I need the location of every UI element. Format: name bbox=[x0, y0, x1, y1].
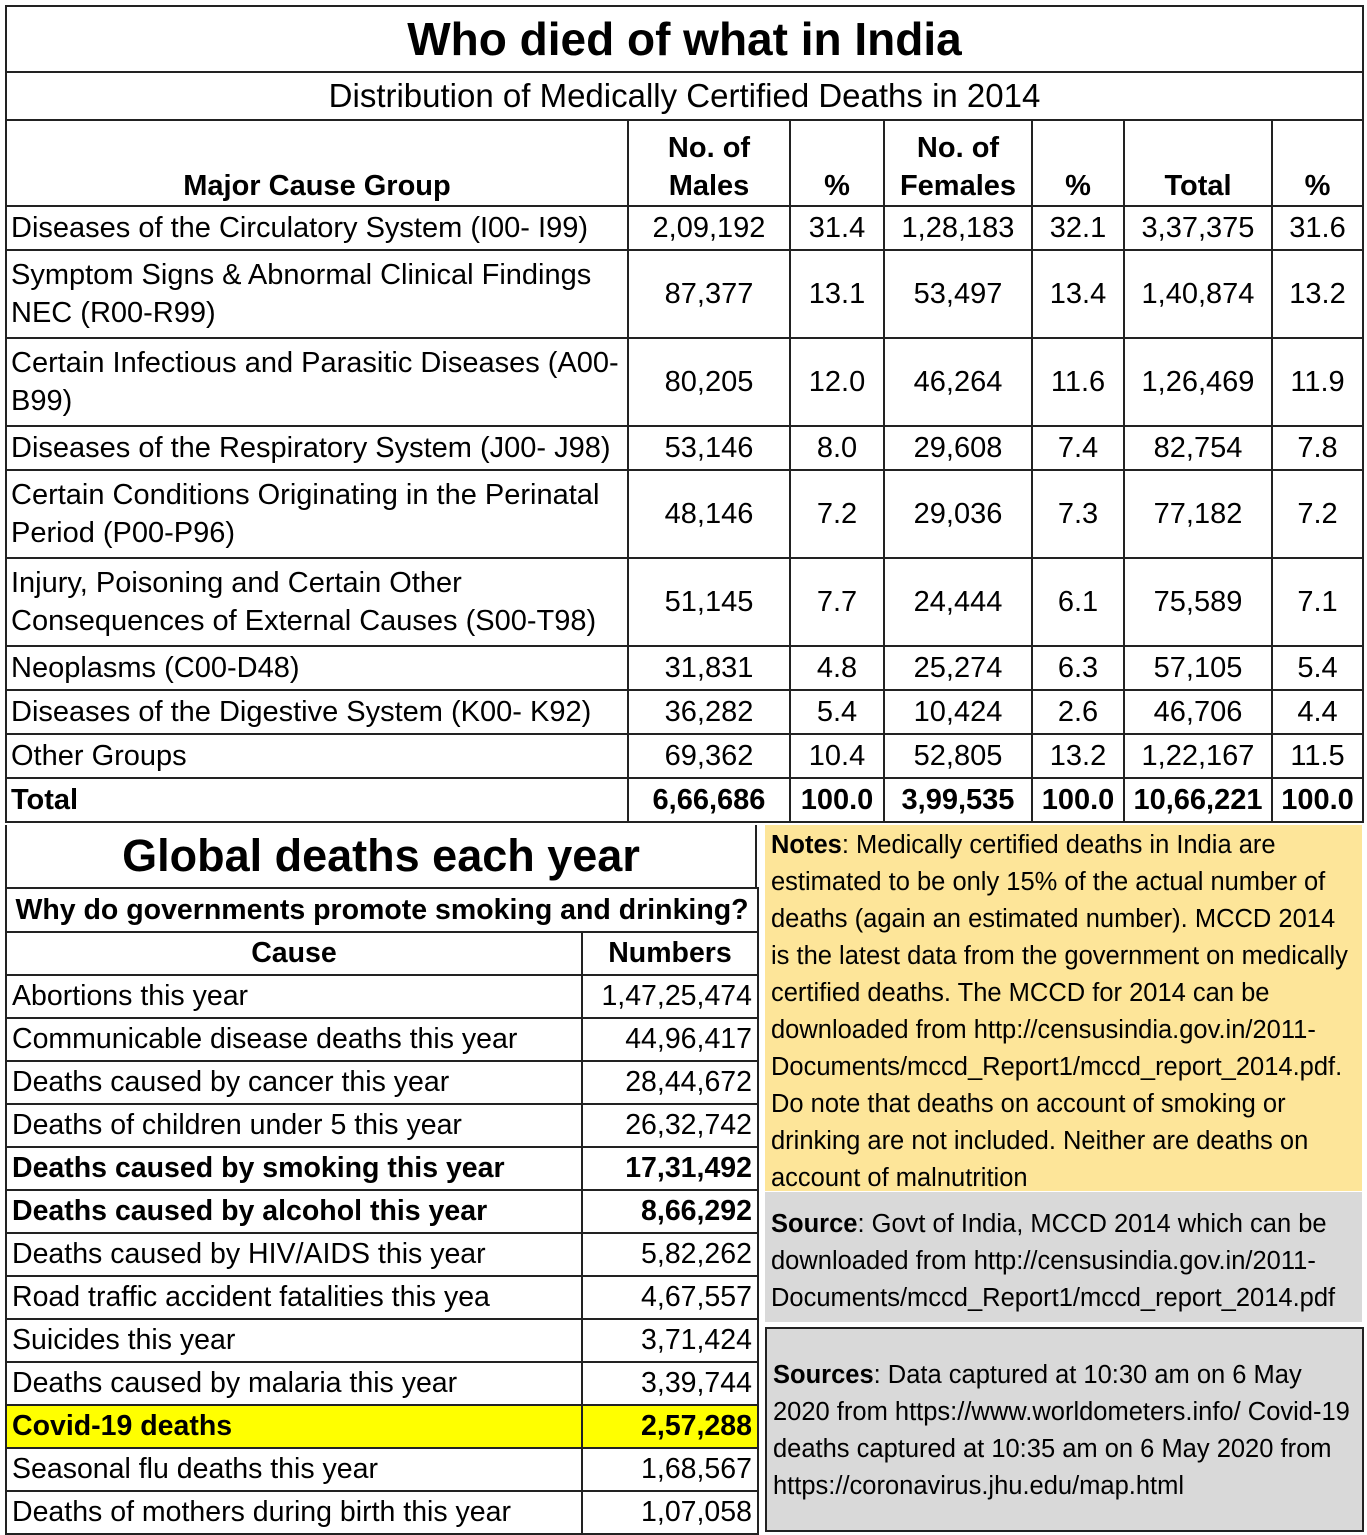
total-cell: 3,37,375 bbox=[1124, 206, 1272, 250]
males-cell: 31,831 bbox=[628, 646, 790, 690]
header-males: No. of Males bbox=[628, 120, 790, 206]
number-cell: 44,96,417 bbox=[582, 1018, 758, 1061]
cause-cell: Other Groups bbox=[6, 734, 628, 778]
total-pct-cell: 7.2 bbox=[1272, 470, 1363, 558]
number-cell: 17,31,492 bbox=[582, 1147, 758, 1190]
source-box bbox=[765, 1192, 1362, 1322]
grand-total: 10,66,221 bbox=[1124, 778, 1272, 822]
females-pct-cell: 2.6 bbox=[1032, 690, 1124, 734]
males-cell: 48,146 bbox=[628, 470, 790, 558]
number-cell: 4,67,557 bbox=[582, 1276, 758, 1319]
table-row bbox=[6, 470, 1363, 558]
cause-cell: Deaths caused by HIV/AIDS this year bbox=[6, 1233, 582, 1276]
table-row bbox=[6, 1491, 758, 1534]
males-cell: 36,282 bbox=[628, 690, 790, 734]
females-pct-cell: 7.4 bbox=[1032, 426, 1124, 470]
cause-cell: Diseases of the Respiratory System (J00- J98) bbox=[6, 426, 628, 470]
table-row bbox=[6, 1448, 758, 1491]
total-cell: 1,40,874 bbox=[1124, 250, 1272, 338]
cause-cell: Certain Conditions Originating in the Perinatal Period (P00-P96) bbox=[6, 470, 628, 558]
notes-label: Notes bbox=[771, 831, 842, 859]
table-row bbox=[6, 1061, 758, 1104]
sources-label: Sources bbox=[773, 1361, 874, 1389]
highlighted-row bbox=[6, 1405, 758, 1448]
page-title: Who died of what in India bbox=[6, 6, 1363, 72]
males-pct-cell: 7.2 bbox=[790, 470, 884, 558]
females-cell: 29,036 bbox=[884, 470, 1032, 558]
page-subtitle: Distribution of Medically Certified Deaths in 2014 bbox=[6, 72, 1363, 120]
males-pct-cell: 5.4 bbox=[790, 690, 884, 734]
table-row bbox=[6, 690, 1363, 734]
females-pct-cell: 7.3 bbox=[1032, 470, 1124, 558]
females-cell: 53,497 bbox=[884, 250, 1032, 338]
table-row bbox=[6, 1319, 758, 1362]
total-cell: 75,589 bbox=[1124, 558, 1272, 646]
total-pct-cell: 4.4 bbox=[1272, 690, 1363, 734]
total-pct-cell: 7.1 bbox=[1272, 558, 1363, 646]
india-deaths-table bbox=[5, 5, 1362, 823]
source-label: Source bbox=[771, 1210, 858, 1238]
table-row bbox=[6, 250, 1363, 338]
cause-cell: Diseases of the Digestive System (K00- K92) bbox=[6, 690, 628, 734]
total-pct-cell: 11.5 bbox=[1272, 734, 1363, 778]
global-question: Why do governments promote smoking and drinking? bbox=[6, 888, 758, 932]
cause-cell: Neoplasms (C00-D48) bbox=[6, 646, 628, 690]
males-cell: 53,146 bbox=[628, 426, 790, 470]
total-pct-cell: 13.2 bbox=[1272, 250, 1363, 338]
males-cell: 51,145 bbox=[628, 558, 790, 646]
total-pct-cell: 31.6 bbox=[1272, 206, 1363, 250]
cause-cell: Certain Infectious and Parasitic Diseases (A00-B99) bbox=[6, 338, 628, 426]
total-cell: 77,182 bbox=[1124, 470, 1272, 558]
number-cell: 5,82,262 bbox=[582, 1233, 758, 1276]
table-row bbox=[6, 1190, 758, 1233]
header-cause: Major Cause Group bbox=[6, 120, 628, 206]
table-row bbox=[6, 1276, 758, 1319]
males-cell: 69,362 bbox=[628, 734, 790, 778]
source-text: : Govt of India, MCCD 2014 which can be downloaded from http://censusindia.gov.in/2011-Documents/mccd_Report1/mccd_report_2014.pdf bbox=[771, 1210, 1336, 1312]
males-pct-total: 100.0 bbox=[790, 778, 884, 822]
cause-cell: Symptom Signs & Abnormal Clinical Findings NEC (R00-R99) bbox=[6, 250, 628, 338]
table-row bbox=[6, 646, 1363, 690]
cause-cell: Abortions this year bbox=[6, 975, 582, 1018]
females-cell: 25,274 bbox=[884, 646, 1032, 690]
total-cell: 1,26,469 bbox=[1124, 338, 1272, 426]
table-row bbox=[6, 206, 1363, 250]
table-row bbox=[6, 1147, 758, 1190]
females-pct-cell: 32.1 bbox=[1032, 206, 1124, 250]
males-pct-cell: 12.0 bbox=[790, 338, 884, 426]
table-row bbox=[6, 734, 1363, 778]
table-row bbox=[6, 1104, 758, 1147]
header-numbers: Numbers bbox=[582, 932, 758, 975]
cause-cell: Deaths caused by cancer this year bbox=[6, 1061, 582, 1104]
sources-box bbox=[765, 1327, 1364, 1532]
table-row bbox=[6, 426, 1363, 470]
cause-cell: Suicides this year bbox=[6, 1319, 582, 1362]
table-row bbox=[6, 1362, 758, 1405]
header-cause: Cause bbox=[6, 932, 582, 975]
females-pct-cell: 11.6 bbox=[1032, 338, 1124, 426]
females-cell: 46,264 bbox=[884, 338, 1032, 426]
cause-cell: Deaths caused by malaria this year bbox=[6, 1362, 582, 1405]
females-cell: 29,608 bbox=[884, 426, 1032, 470]
total-cell: 57,105 bbox=[1124, 646, 1272, 690]
males-pct-cell: 8.0 bbox=[790, 426, 884, 470]
cause-cell: Deaths of children under 5 this year bbox=[6, 1104, 582, 1147]
males-cell: 2,09,192 bbox=[628, 206, 790, 250]
cause-cell: Covid-19 deaths bbox=[6, 1405, 582, 1448]
cause-cell: Diseases of the Circulatory System (I00- I99) bbox=[6, 206, 628, 250]
total-cell: 1,22,167 bbox=[1124, 734, 1272, 778]
number-cell: 1,68,567 bbox=[582, 1448, 758, 1491]
number-cell: 3,39,744 bbox=[582, 1362, 758, 1405]
males-cell: 80,205 bbox=[628, 338, 790, 426]
number-cell: 2,57,288 bbox=[582, 1405, 758, 1448]
total-label: Total bbox=[6, 778, 628, 822]
females-pct-cell: 6.1 bbox=[1032, 558, 1124, 646]
table-row bbox=[6, 338, 1363, 426]
cause-cell: Communicable disease deaths this year bbox=[6, 1018, 582, 1061]
global-header-row bbox=[6, 932, 758, 975]
number-cell: 1,07,058 bbox=[582, 1491, 758, 1534]
females-pct-total: 100.0 bbox=[1032, 778, 1124, 822]
cause-cell: Injury, Poisoning and Certain Other Consequences of External Causes (S00-T98) bbox=[6, 558, 628, 646]
table-row bbox=[6, 558, 1363, 646]
cause-cell: Deaths caused by alcohol this year bbox=[6, 1190, 582, 1233]
table-total-row bbox=[6, 778, 1363, 822]
sources-text: : Data captured at 10:30 am on 6 May 2020 from https://www.worldometers.info/ Covid-19 deaths captured at 10:35 am on 6 May 2020 from https://coronavirus.jhu.edu/map.html bbox=[773, 1361, 1350, 1500]
total-cell: 46,706 bbox=[1124, 690, 1272, 734]
males-pct-cell: 7.7 bbox=[790, 558, 884, 646]
total-pct-cell: 5.4 bbox=[1272, 646, 1363, 690]
females-pct-cell: 6.3 bbox=[1032, 646, 1124, 690]
females-pct-cell: 13.4 bbox=[1032, 250, 1124, 338]
females-cell: 24,444 bbox=[884, 558, 1032, 646]
global-deaths-table bbox=[5, 825, 757, 1535]
notes-text: : Medically certified deaths in India are estimated to be only 15% of the actual number of deaths (again an estimated number). MCCD 2014 is the latest data from the government on medically certified deaths. The MCCD for 2014 can be downloaded from http://censusindia.gov.in/2011-Documents/mccd_Report1/mccd_report_2014.pdf. Do note that deaths on account of smoking or drinking are not included. Neither are deaths on account of malnutrition bbox=[771, 831, 1348, 1192]
grand-total-pct: 100.0 bbox=[1272, 778, 1363, 822]
males-pct-cell: 13.1 bbox=[790, 250, 884, 338]
header-total-pct: % bbox=[1272, 120, 1363, 206]
females-cell: 10,424 bbox=[884, 690, 1032, 734]
males-cell: 87,377 bbox=[628, 250, 790, 338]
males-pct-cell: 4.8 bbox=[790, 646, 884, 690]
cause-cell: Deaths caused by smoking this year bbox=[6, 1147, 582, 1190]
header-females-pct: % bbox=[1032, 120, 1124, 206]
total-pct-cell: 11.9 bbox=[1272, 338, 1363, 426]
males-pct-cell: 10.4 bbox=[790, 734, 884, 778]
number-cell: 8,66,292 bbox=[582, 1190, 758, 1233]
cause-cell: Seasonal flu deaths this year bbox=[6, 1448, 582, 1491]
number-cell: 28,44,672 bbox=[582, 1061, 758, 1104]
number-cell: 1,47,25,474 bbox=[582, 975, 758, 1018]
females-total: 3,99,535 bbox=[884, 778, 1032, 822]
number-cell: 26,32,742 bbox=[582, 1104, 758, 1147]
females-cell: 1,28,183 bbox=[884, 206, 1032, 250]
females-cell: 52,805 bbox=[884, 734, 1032, 778]
total-cell: 82,754 bbox=[1124, 426, 1272, 470]
header-total: Total bbox=[1124, 120, 1272, 206]
females-pct-cell: 13.2 bbox=[1032, 734, 1124, 778]
males-pct-cell: 31.4 bbox=[790, 206, 884, 250]
table-row bbox=[6, 1233, 758, 1276]
header-males-pct: % bbox=[790, 120, 884, 206]
global-title: Global deaths each year bbox=[5, 825, 757, 887]
males-total: 6,66,686 bbox=[628, 778, 790, 822]
table-header-row bbox=[6, 120, 1363, 206]
table-row bbox=[6, 1018, 758, 1061]
table-row bbox=[6, 975, 758, 1018]
notes-box bbox=[765, 825, 1362, 1191]
cause-cell: Deaths of mothers during birth this year bbox=[6, 1491, 582, 1534]
total-pct-cell: 7.8 bbox=[1272, 426, 1363, 470]
number-cell: 3,71,424 bbox=[582, 1319, 758, 1362]
cause-cell: Road traffic accident fatalities this yea bbox=[6, 1276, 582, 1319]
header-females: No. of Females bbox=[884, 120, 1032, 206]
